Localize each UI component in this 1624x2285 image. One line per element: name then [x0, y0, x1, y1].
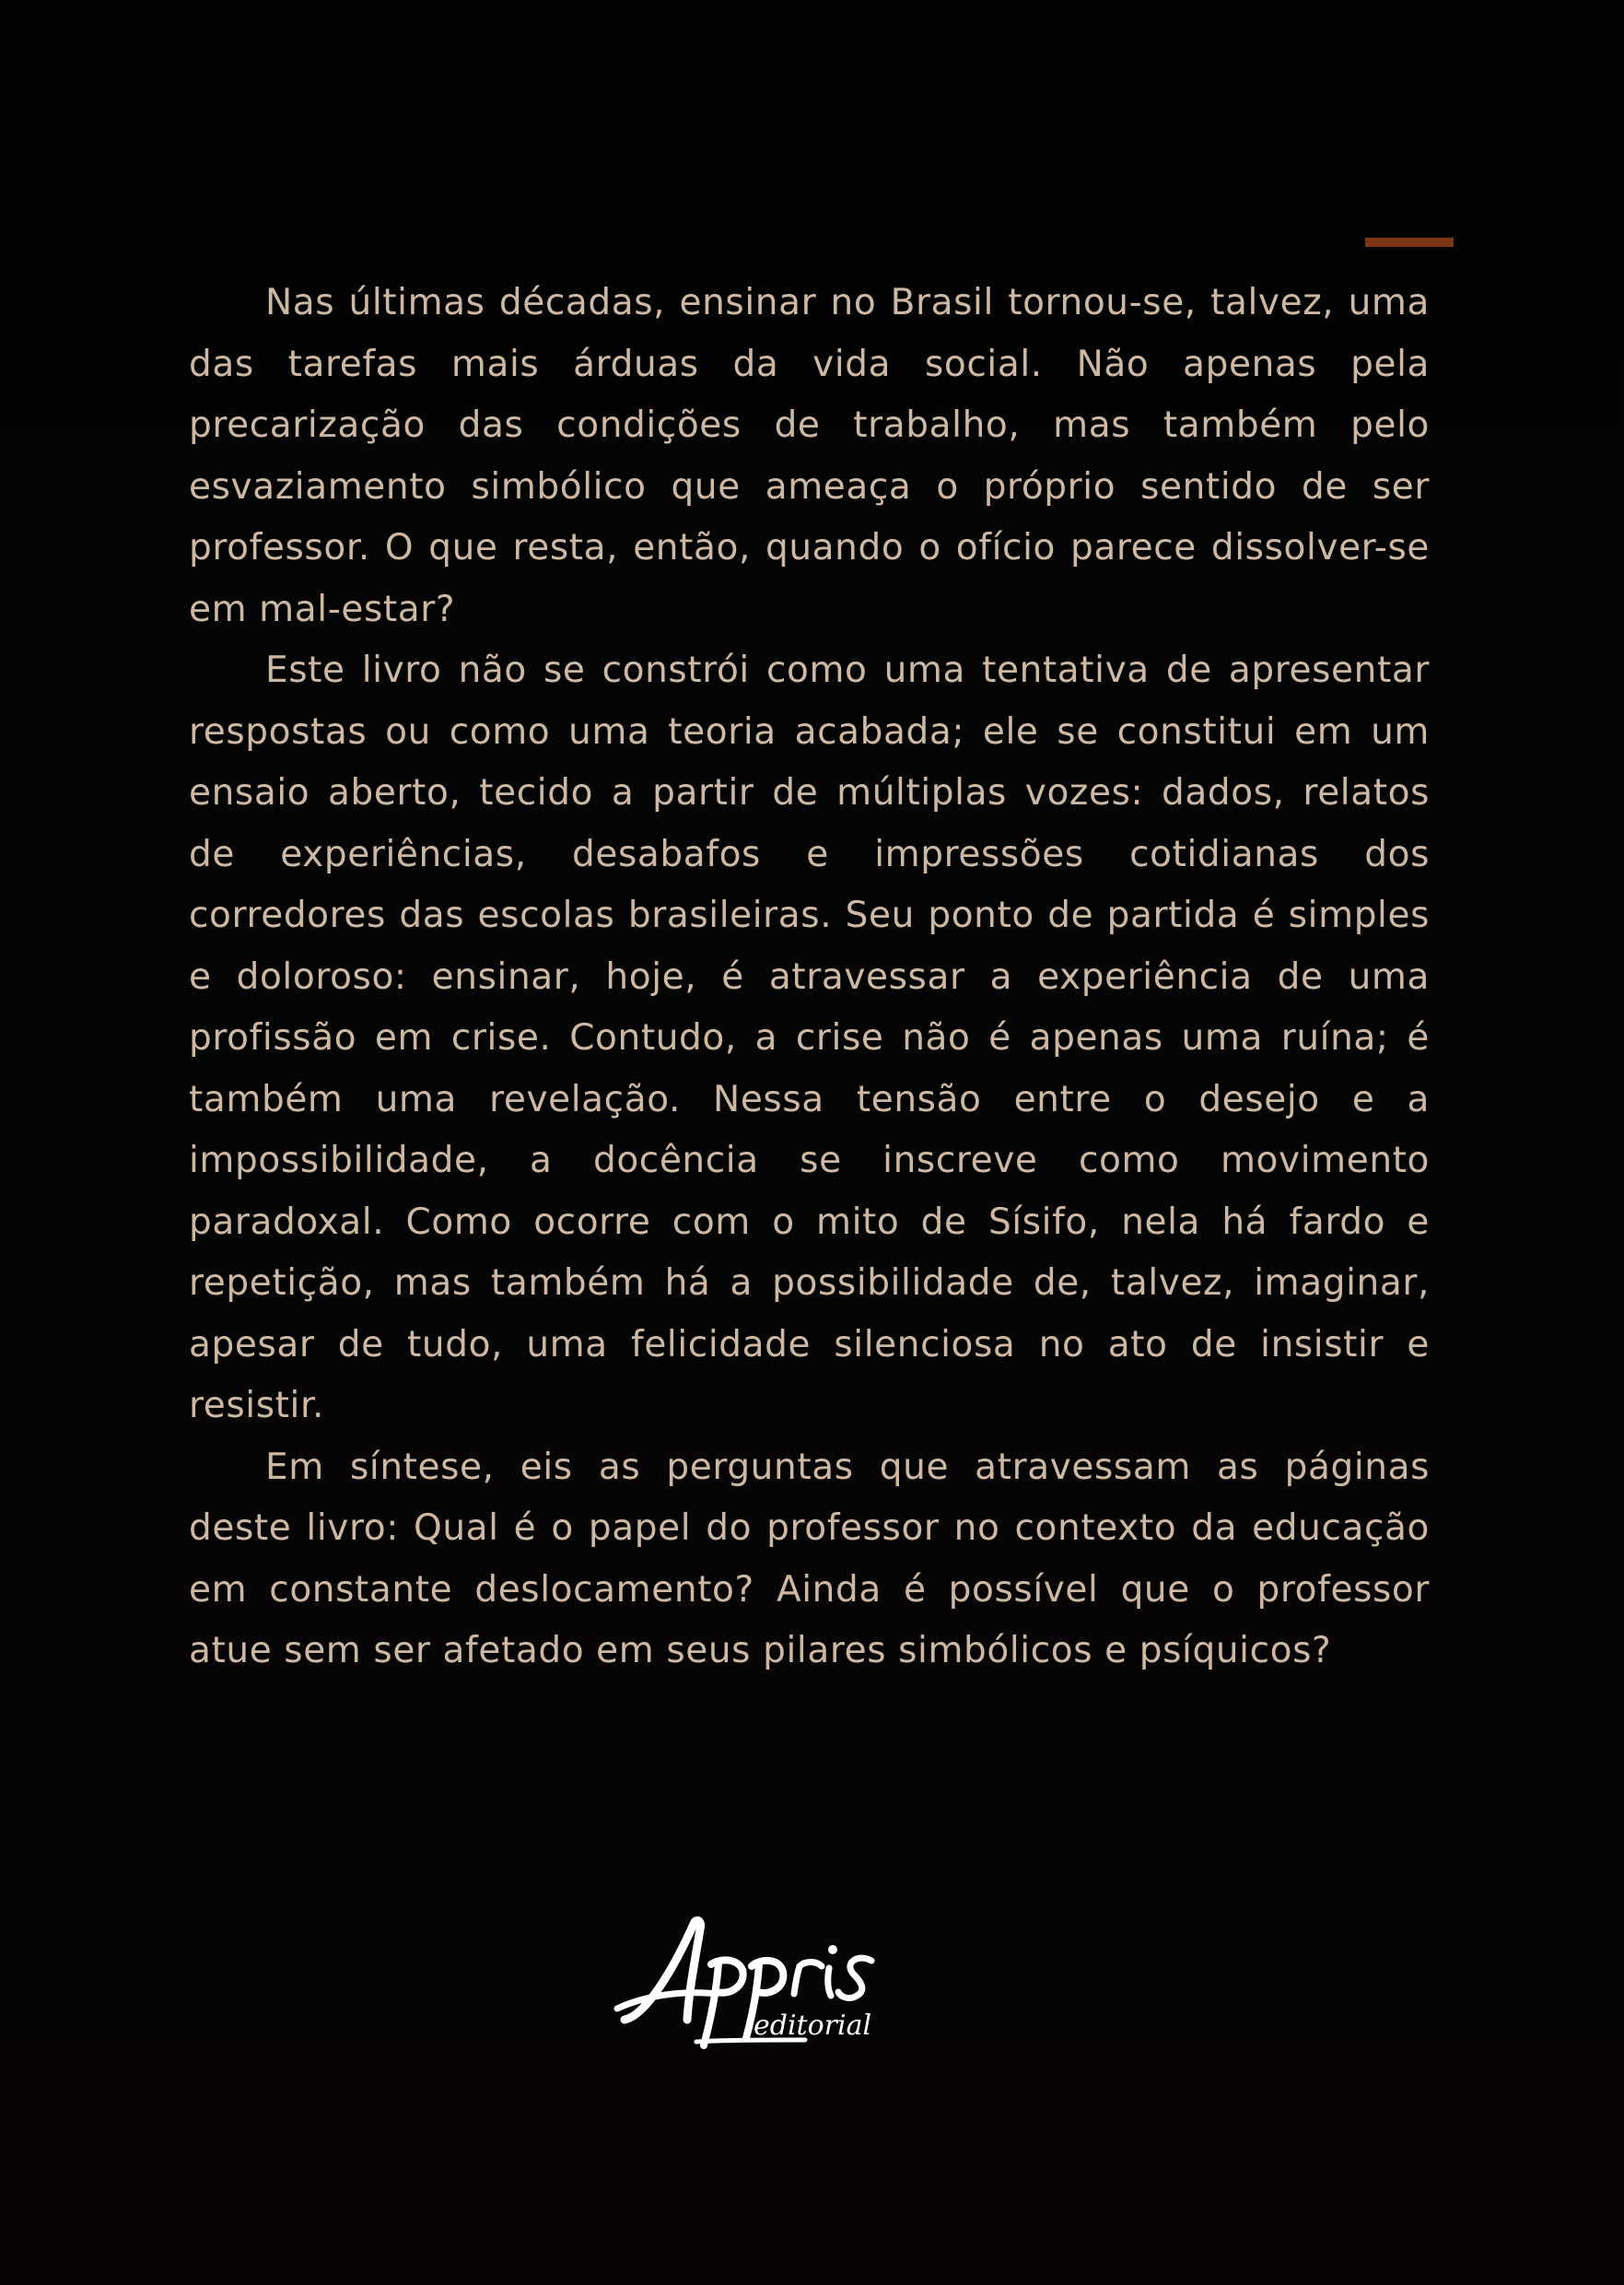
appris-logo-icon	[608, 1916, 930, 2064]
paragraph-1: Nas últimas décadas, ensinar no Brasil tornou-se, talvez, uma das tarefas mais árduas da vida social. Não apenas pela precarização das condições de trabalho, mas também pelo esvaziamento simbólico que ameaça o próprio sentido de ser professor. O que resta, então, quando o ofício parece dissolver-se em mal-estar?	[189, 282, 1430, 630]
back-cover-text	[189, 273, 1430, 1682]
accent-bar	[1365, 238, 1454, 247]
paragraph-2: Este livro não se constrói como uma tentativa de apresentar respostas ou como uma teoria acabada; ele se constitui em um ensaio aberto, tecido a partir de múltiplas vozes: dados, relatos de experiências, desabafos e impressões cotidianas dos corredores das escolas brasileiras. Seu ponto de partida é simples e doloroso: ensinar, hoje, é atravessar a experiência de uma profissão em crise. Contudo, a crise não é apenas uma ruína; é também uma revelação. Nessa tensão entre o desejo e a impossibilidade, a docência se inscreve como movimento paradoxal. Como ocorre com o mito de Sísifo, nela há fardo e repetição, mas também há a possibilidade de, talvez, imaginar, apesar de tudo, uma felicidade silenciosa no ato de insistir e resistir.	[189, 650, 1430, 1426]
appris-editorial-logo	[608, 1916, 930, 2064]
paragraph-3: Em síntese, eis as perguntas que atravessam as páginas deste livro: Qual é o papel do professor no contexto da educação em constante deslocamento? Ainda é possível que o professor atue sem ser afetado em seus pilares simbólicos e psíquicos?	[189, 1446, 1430, 1671]
logo-subtitle: editorial	[754, 2010, 872, 2042]
